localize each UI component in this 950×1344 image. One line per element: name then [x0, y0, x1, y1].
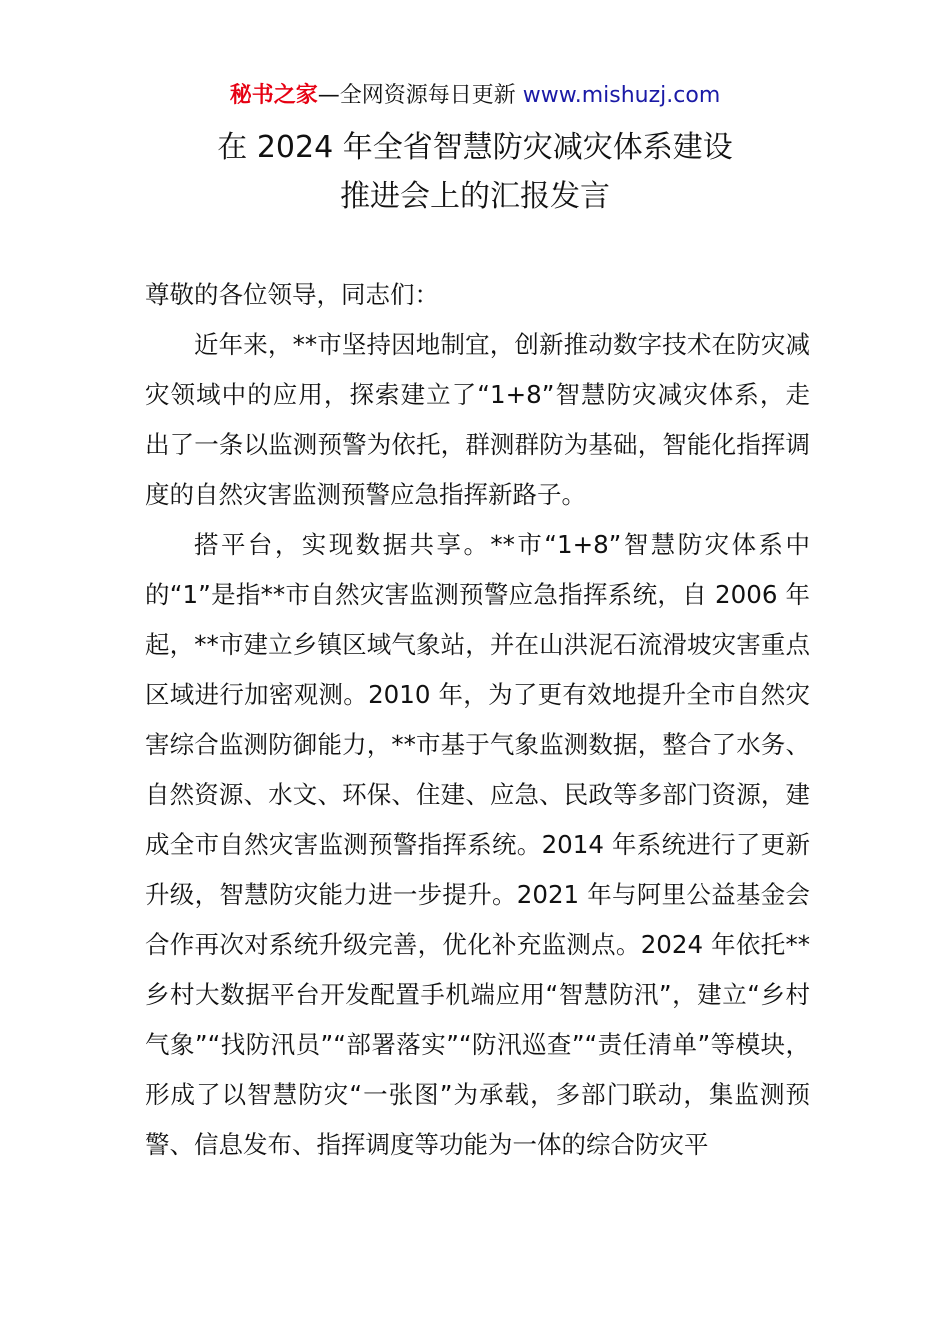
salutation: 尊敬的各位领导，同志们： — [145, 280, 439, 309]
site-header — [0, 80, 950, 112]
document-title-line-1: 在 2024 年全省智慧防灾减灾体系建设 — [217, 130, 733, 165]
document-title-line-2: 推进会上的汇报发言 — [340, 179, 610, 214]
header-tagline: —全网资源每日更新 — [317, 83, 523, 108]
paragraph-1: 近年来，**市坚持因地制宜，创新推动数字技术在防灾减灾领域中的应用，探索建立了“1+8”智慧防灾减灾体系，走出了一条以监测预警为依托，群测群防为基础，智能化指挥调度的自然灾害监测预警应急指挥新路子。 — [145, 330, 810, 509]
paragraph-2: 搭平台，实现数据共享。**市“1+8”智慧防灾体系中的“1”是指**市自然灾害监测预警应急指挥系统，自 2006 年起，**市建立乡镇区域气象站，并在山洪泥石流滑坡灾害重点区域进行加密观测。2010 年，为了更有效地提升全市自然灾害综合监测防御能力，**市基于气象监测数据，整合了水务、自然资源、水文、环保、住建、应急、民政等多部门资源，建成全市自然灾害监测预警指挥系统。2014 年系统进行了更新升级，智慧防灾能力进一步提升。2021 年与阿里公益基金会合作再次对系统升级完善，优化补充监测点。2024 年依托**乡村大数据平台开发配置手机端应用“智慧防汛”，建立“乡村气象”“找防汛员”“部署落实”“防汛巡查”“责任清单”等模块，形成了以智慧防灾“一张图”为承载，多部门联动，集监测预警、信息发布、指挥调度等功能为一体的综合防灾平 — [145, 530, 810, 1159]
brand-name: 秘书之家 — [229, 83, 318, 108]
document-body — [145, 270, 810, 1170]
site-url[interactable]: www.mishuzj.com — [522, 83, 721, 108]
